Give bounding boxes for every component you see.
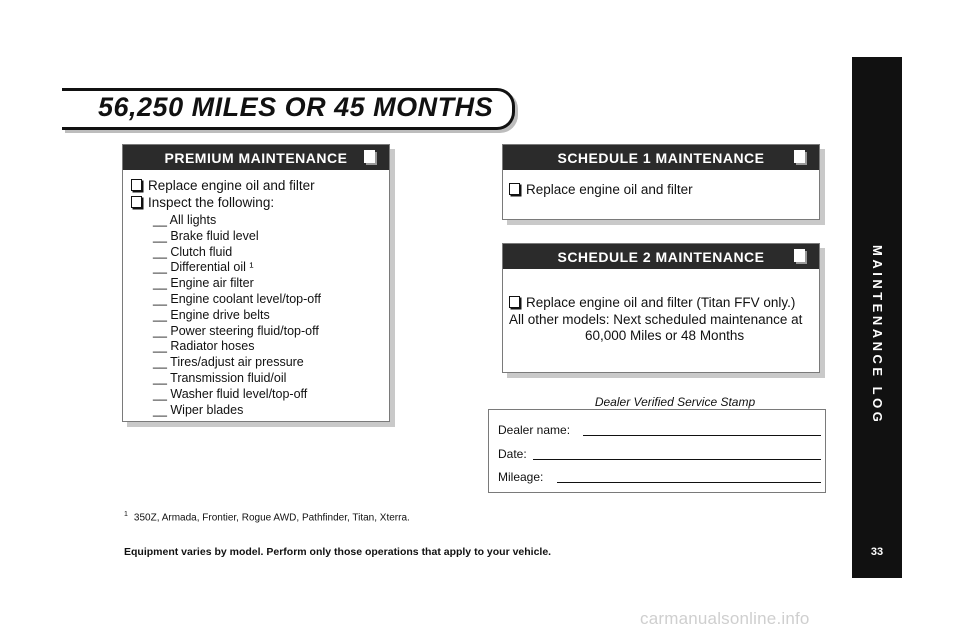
inspect-item: __ Tires/adjust air pressure [153, 355, 304, 370]
item-text: Inspect the following: [148, 194, 275, 210]
section-tab-label: MAINTENANCE LOG [870, 244, 885, 426]
inspect-item: __ Engine air filter [153, 276, 254, 291]
inspect-item: __ All lights [153, 213, 217, 227]
inspect-item: __ Brake fluid level [153, 228, 259, 243]
schedule-2-note: All other models: Next scheduled maintenance at [509, 311, 803, 327]
inspect-item: __ Clutch fluid [153, 244, 233, 259]
page-number: 33 [870, 546, 884, 558]
dealer-name-label: Dealer name: [498, 423, 571, 437]
inspect-item: __ Radiator hoses [153, 339, 255, 354]
schedule-2-box [502, 243, 820, 373]
item-text: Replace engine oil and filter [526, 182, 693, 197]
checklist-item [131, 178, 389, 195]
dealer-name-line[interactable] [583, 435, 821, 436]
inspect-item: __ Power steering fluid/top-off [153, 323, 319, 338]
schedule-2-heading [503, 244, 819, 269]
date-line[interactable] [533, 459, 821, 460]
inspect-item: __ Differential oil ¹ [153, 260, 254, 275]
premium-heading-text: PREMIUM MAINTENANCE [164, 149, 348, 166]
checkbox-icon [131, 196, 142, 208]
footnote-mark: 1 [124, 511, 128, 518]
inspect-item: __ Engine coolant level/top-off [153, 291, 321, 306]
footnote [124, 511, 410, 523]
mileage-label: Mileage: [498, 470, 544, 484]
dealer-stamp-box [488, 409, 826, 493]
schedule-1-box [502, 144, 820, 220]
checkbox-icon [794, 150, 805, 163]
premium-maintenance-box [122, 144, 390, 422]
inspect-item: __ Wiper blades [153, 402, 244, 417]
item-text: Replace engine oil and filter (Titan FFV only.) [526, 295, 796, 310]
schedule-1-heading [503, 145, 819, 170]
schedule-1-heading-text: SCHEDULE 1 MAINTENANCE [557, 149, 765, 166]
checkbox-icon [131, 179, 142, 191]
checkbox-icon [509, 296, 520, 308]
inspect-item: __ Washer fluid level/top-off [153, 386, 308, 401]
inspect-item: __ Engine drive belts [153, 307, 270, 322]
inspect-item: __ Transmission fluid/oil [153, 370, 287, 385]
schedule-2-note-interval: 60,000 Miles or 48 Months [585, 328, 745, 343]
checkbox-icon [364, 150, 375, 163]
premium-maintenance-heading [123, 145, 389, 170]
item-text: Replace engine oil and filter [148, 178, 315, 193]
checklist-item [503, 170, 819, 199]
checklist-item [509, 295, 819, 312]
mileage-line[interactable] [557, 482, 821, 483]
checkbox-icon [794, 249, 805, 262]
date-label: Date: [498, 447, 527, 461]
stamp-title: Dealer Verified Service Stamp [594, 395, 756, 409]
checkbox-icon [509, 183, 520, 195]
schedule-2-heading-text: SCHEDULE 2 MAINTENANCE [557, 248, 765, 265]
watermark: carmanualsonline.info [640, 609, 810, 628]
checklist-item [131, 195, 389, 212]
equipment-note: Equipment varies by model. Perform only those operations that apply to your vehicle. [124, 546, 552, 558]
footnote-text: 350Z, Armada, Frontier, Rogue AWD, Pathfinder, Titan, Xterra. [133, 512, 410, 524]
page-title: 56,250 MILES OR 45 MONTHS [98, 92, 494, 122]
